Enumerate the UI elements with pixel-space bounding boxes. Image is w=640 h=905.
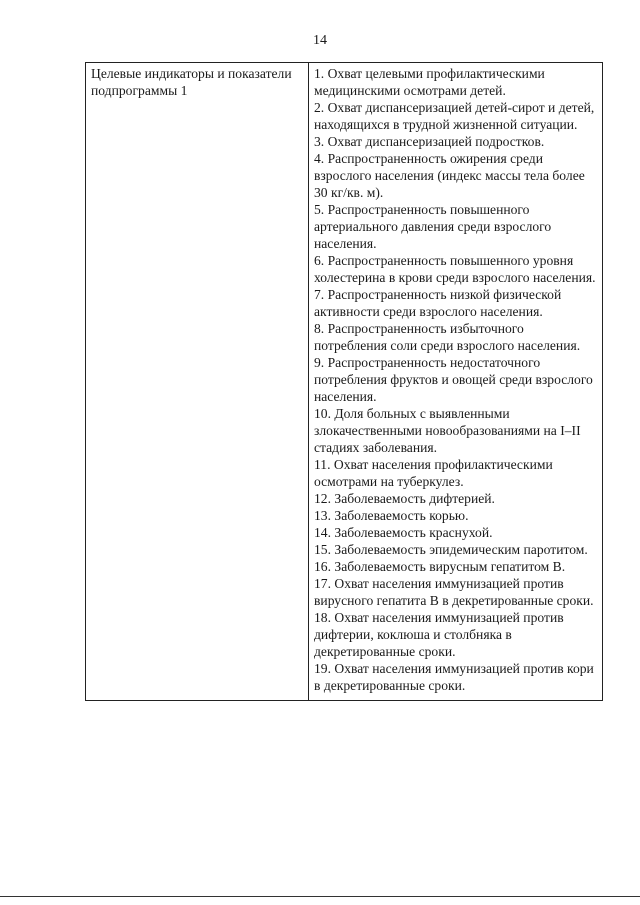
indicator-item: 9. Распространенность недостаточного потребления фруктов и овощей среди взрослого населения.	[314, 355, 593, 404]
indicator-item: 7. Распространенность низкой физической активности среди взрослого населения.	[314, 287, 562, 319]
footer-rule	[0, 896, 640, 897]
indicator-item: 3. Охват диспансеризацией подростков.	[314, 134, 545, 149]
indicator-item: 8. Распространенность избыточного потребления соли среди взрослого населения.	[314, 321, 581, 353]
indicator-item: 5. Распространенность повышенного артериального давления среди взрослого населения.	[314, 202, 552, 251]
table-items-cell	[309, 63, 603, 701]
indicator-item: 2. Охват диспансеризацией детей-сирот и детей, находящихся в трудной жизненной ситуации.	[314, 100, 595, 132]
indicator-item: 13. Заболеваемость корью.	[314, 508, 469, 523]
indicator-item: 15. Заболеваемость эпидемическим паротитом.	[314, 542, 588, 557]
indicator-item: 17. Охват населения иммунизацией против вирусного гепатита В в декретированные сроки.	[314, 576, 594, 608]
indicator-item: 11. Охват населения профилактическими осмотрами на туберкулез.	[314, 457, 553, 489]
indicator-item: 16. Заболеваемость вирусным гепатитом В.	[314, 559, 566, 574]
page-number: 14	[313, 33, 327, 48]
indicator-item: 4. Распространенность ожирения среди взрослого населения (индекс массы тела более 30 кг/кв. м).	[314, 151, 585, 200]
indicator-item: 6. Распространенность повышенного уровня холестерина в крови среди взрослого населения.	[314, 253, 596, 285]
indicators-table	[85, 62, 603, 701]
indicator-item: 10. Доля больных с выявленными злокачественными новообразованиями на I–II стадиях заболевания.	[314, 406, 581, 455]
indicator-item: 12. Заболеваемость дифтерией.	[314, 491, 495, 506]
indicator-item: 14. Заболеваемость краснухой.	[314, 525, 493, 540]
table-label-cell: Целевые индикаторы и показатели подпрограммы 1	[86, 63, 309, 701]
indicator-item: 1. Охват целевыми профилактическими медицинскими осмотрами детей.	[314, 66, 545, 98]
indicator-item: 18. Охват населения иммунизацией против дифтерии, коклюша и столбняка в декретированные сроки.	[314, 610, 564, 659]
indicator-item: 19. Охват населения иммунизацией против кори в декретированные сроки.	[314, 661, 594, 693]
table-row	[86, 63, 603, 701]
